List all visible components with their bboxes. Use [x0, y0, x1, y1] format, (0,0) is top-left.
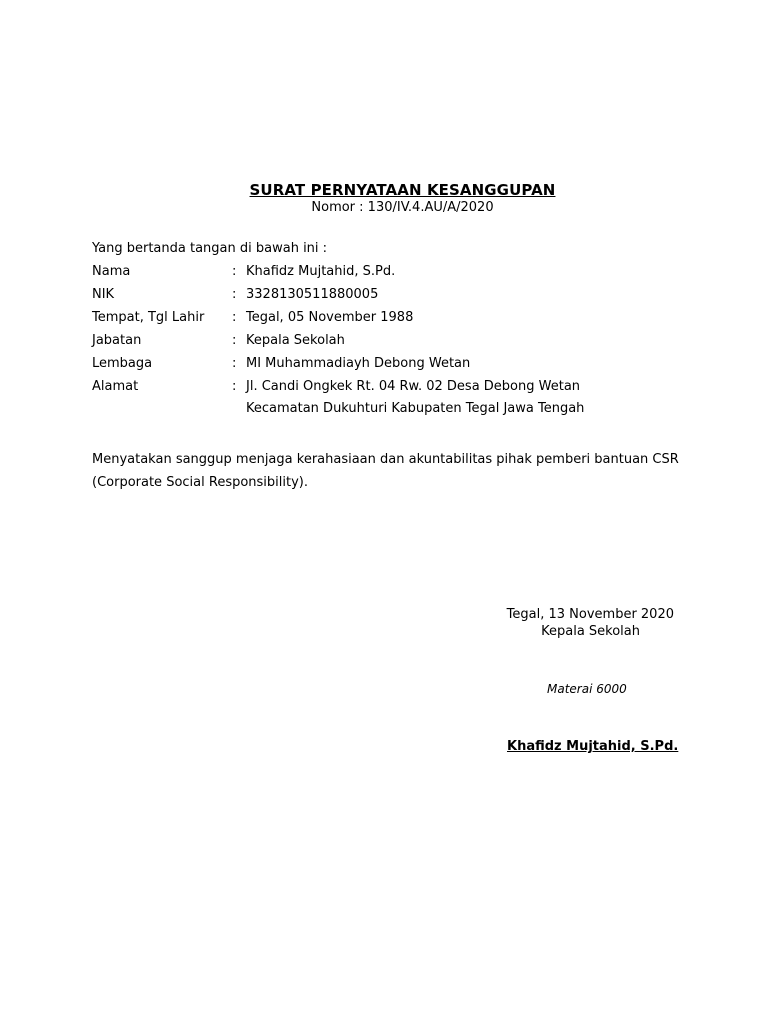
field-value: MI Muhammadiayh Debong Wetan	[246, 356, 471, 371]
stamp-note: Materai 6000	[547, 682, 627, 696]
signature-block	[507, 606, 674, 640]
signer-role: Kepala Sekolah	[541, 624, 640, 639]
field-colon: :	[232, 379, 237, 394]
letter-title: SURAT PERNYATAAN KESANGGUPAN	[249, 181, 556, 199]
field-colon: :	[232, 310, 237, 325]
field-colon: :	[232, 356, 237, 371]
field-label: Tempat, Tgl Lahir	[92, 310, 205, 325]
statement-paragraph: Menyatakan sanggup menjaga kerahasiaan dan akuntabilitas pihak pemberi bantuan CSR (Corporate Social Responsibility).	[92, 452, 679, 490]
field-value: Kepala Sekolah	[246, 333, 345, 348]
field-colon: :	[232, 287, 237, 302]
field-label: Alamat	[92, 379, 139, 394]
intro-text: Yang bertanda tangan di bawah ini :	[92, 241, 328, 256]
field-label: Lembaga	[92, 356, 153, 371]
letter-number: Nomor : 130/IV.4.AU/A/2020	[311, 200, 494, 215]
signer-name: Khafidz Mujtahid, S.Pd.	[507, 739, 679, 754]
field-colon: :	[232, 264, 237, 279]
field-label: Nama	[92, 264, 131, 279]
field-value: Jl. Candi Ongkek Rt. 04 Rw. 02 Desa Debong Wetan	[246, 379, 581, 394]
field-value: Khafidz Mujtahid, S.Pd.	[246, 264, 396, 279]
field-label: Jabatan	[92, 333, 142, 348]
address-line-2: Kecamatan Dukuhturi Kabupaten Tegal Jawa Tengah	[246, 401, 585, 416]
place-date: Tegal, 13 November 2020	[506, 607, 674, 622]
field-label: NIK	[92, 287, 115, 302]
field-colon: :	[232, 333, 237, 348]
field-value: 3328130511880005	[246, 287, 379, 302]
field-value: Tegal, 05 November 1988	[246, 310, 414, 325]
